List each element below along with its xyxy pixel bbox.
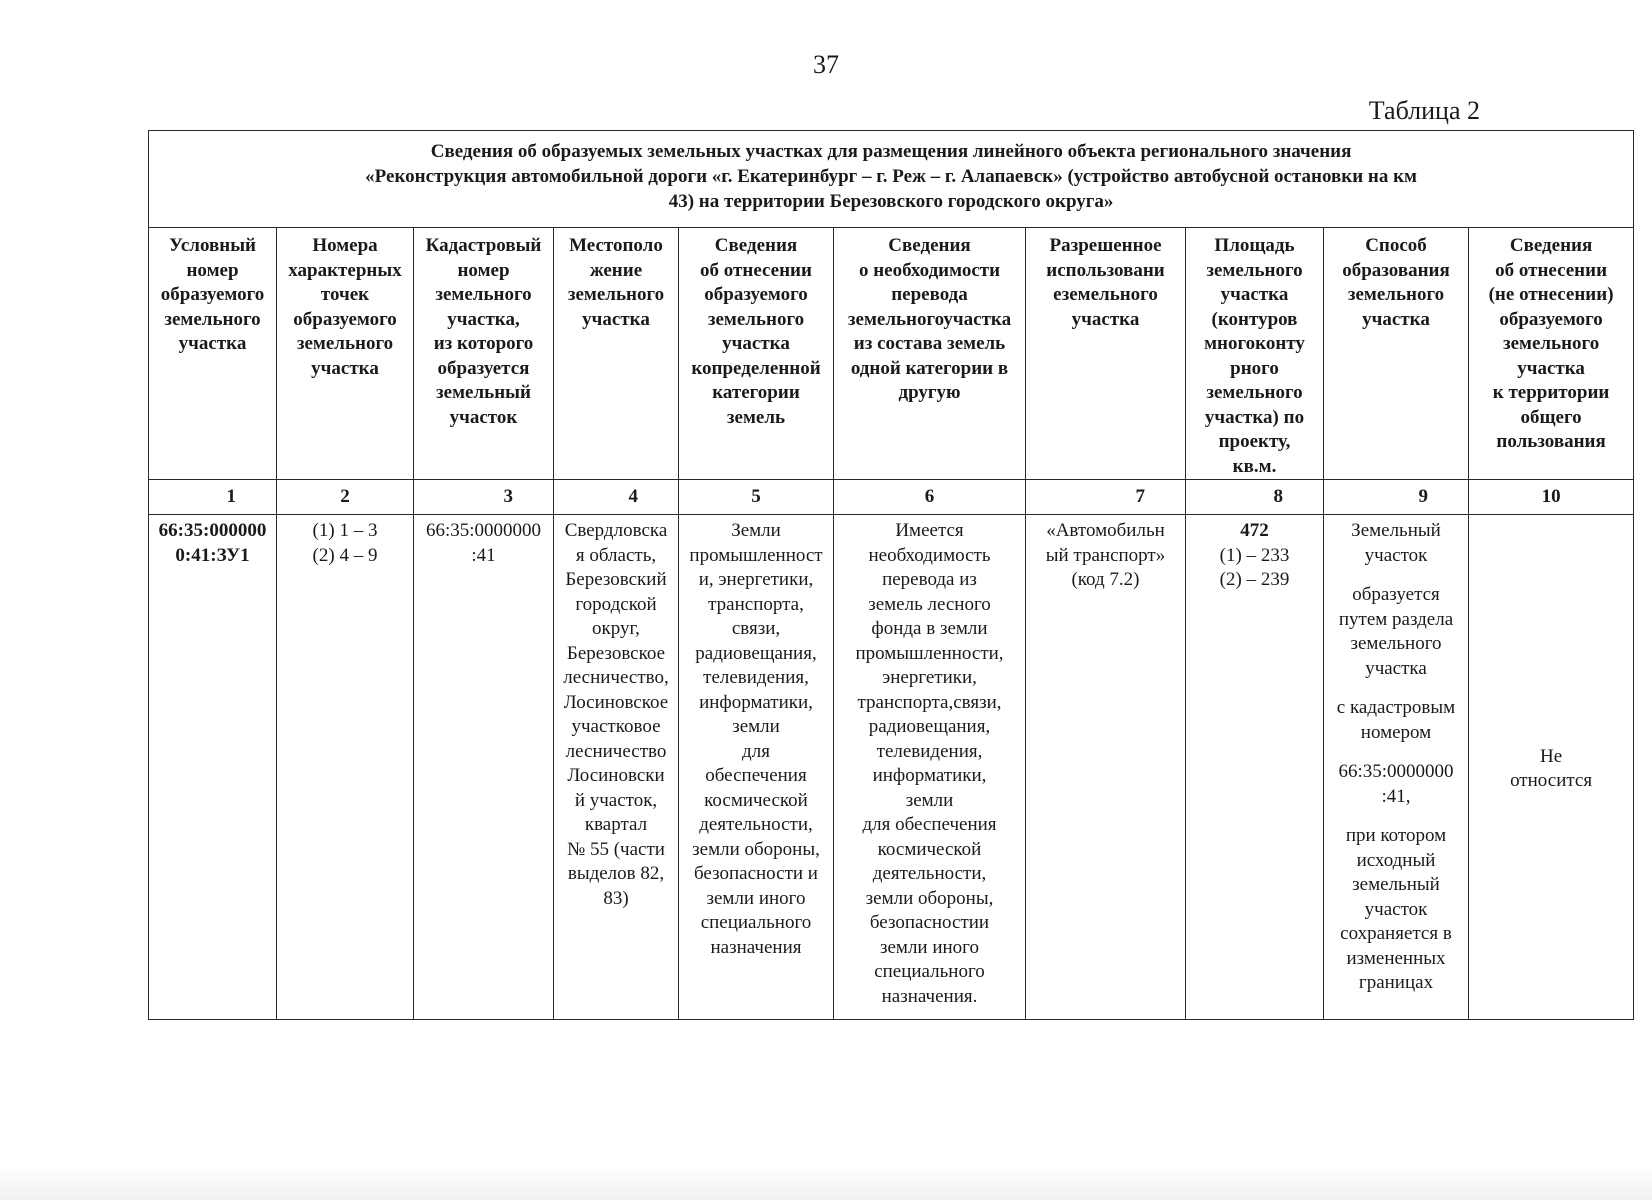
cell-line: 66:35:0000000 — [1338, 761, 1454, 782]
cell-line: образуемого — [1499, 308, 1603, 330]
cell-line: космической — [704, 789, 808, 811]
cell-line: 83) — [603, 887, 629, 909]
cell-line: я область, — [575, 544, 657, 566]
public-use-cell — [1469, 515, 1634, 1020]
cell-line: лесничество, — [563, 667, 669, 688]
column-number: 3 — [414, 480, 554, 515]
cell-line: участка, — [447, 308, 520, 330]
cell-line: специального — [874, 961, 985, 982]
cell-line: телевидения, — [876, 740, 983, 762]
cell-line: с кадастровым — [1336, 697, 1456, 718]
cell-line: Сведения — [714, 235, 798, 256]
cell-line: образуется — [437, 357, 530, 379]
cell-line: земельного — [567, 284, 665, 305]
cell-line: Имеется — [895, 520, 964, 541]
cell-line: земли иного — [879, 936, 980, 958]
cell-line: земельный — [436, 382, 531, 403]
cell-line: радиовещания, — [695, 642, 817, 664]
column-number: 10 — [1469, 480, 1634, 515]
cell-line: назначения — [710, 936, 802, 958]
cell-line: исходный — [1356, 849, 1436, 871]
cell-line: земель — [726, 406, 786, 428]
cell-line: транспорта,связи, — [857, 691, 1002, 713]
cell-line: общего — [1520, 406, 1582, 428]
cell-line: участка — [582, 308, 650, 330]
cell-line: номер — [186, 259, 239, 281]
cell-line: сохраняется в — [1340, 923, 1452, 944]
cell-line: Свердловска — [564, 520, 668, 541]
cell-line: Не — [1539, 745, 1563, 767]
table-label: Таблица 2 — [1368, 96, 1480, 125]
table-row — [149, 515, 1634, 1020]
paragraph-gap — [1325, 809, 1467, 824]
cell-line: о необходимости — [858, 259, 1001, 281]
header-cell — [1469, 228, 1634, 480]
cell-line: городской — [575, 593, 657, 615]
title-line: 43) на территории Березовского городского округа» — [668, 191, 1114, 212]
cell-line: :41 — [471, 544, 496, 566]
cell-line: космической — [877, 838, 982, 860]
cell-line: лесничество — [565, 740, 667, 762]
cell-line: транспорта, — [708, 593, 804, 615]
cell-line: образуемого — [704, 284, 808, 305]
cell-line: земельного — [164, 308, 261, 330]
cell-line: Березовское — [566, 642, 666, 664]
cell-line: земли обороны, — [865, 887, 994, 909]
cell-line: одной категории в — [850, 357, 1009, 379]
area-total: 472 — [1240, 520, 1269, 541]
cell-line: Сведения — [1509, 235, 1593, 256]
cell-line: точек — [320, 284, 370, 305]
location-cell — [554, 515, 679, 1020]
area-contour: (2) – 239 — [1219, 569, 1290, 590]
cell-line: категории — [712, 382, 800, 403]
cell-line: измененных — [1346, 947, 1446, 969]
cell-line: (контуров — [1211, 308, 1298, 330]
formation-method-cell — [1324, 515, 1469, 1020]
cell-line: необходимость — [868, 544, 991, 566]
cell-line: участка — [1362, 308, 1430, 330]
land-plots-table — [148, 130, 1634, 1020]
cell-line: Земельный — [1351, 520, 1441, 541]
header-cell — [834, 228, 1026, 480]
cell-line: Кадастровый — [425, 235, 542, 256]
paragraph-gap — [1325, 745, 1467, 760]
cell-line: границах — [1358, 972, 1434, 993]
cell-line: участок — [1364, 898, 1428, 920]
cell-line: путем раздела — [1338, 608, 1454, 630]
cell-line: Площадь — [1214, 235, 1295, 256]
cell-line: безопасностии — [869, 912, 990, 933]
cell-line: участковое — [571, 716, 661, 737]
cell-line: Сведения — [888, 235, 971, 256]
cell-line: еземельного — [1053, 284, 1158, 305]
cell-line: земельногоучастка — [847, 308, 1012, 330]
cell-line: земельный — [1352, 874, 1440, 895]
title-line: Сведения об образуемых земельных участках для размещения линейного объекта регионального значения — [430, 141, 1352, 162]
header-cell — [414, 228, 554, 480]
cell-line: земли обороны, — [692, 838, 820, 860]
cell-line: информатики, — [872, 765, 987, 786]
points-cell — [277, 515, 414, 1020]
cell-line: земли иного — [706, 887, 806, 909]
area-cell — [1186, 515, 1324, 1020]
land-category-cell — [679, 515, 834, 1020]
table-title — [149, 131, 1634, 228]
cell-line: образуемого — [160, 284, 265, 305]
cell-line: деятельности, — [872, 863, 987, 884]
area-contour: (1) – 233 — [1219, 544, 1290, 566]
cell-line: к территории — [1492, 382, 1610, 403]
cell-line: проекту, — [1218, 431, 1291, 452]
cell-line: земельного — [1502, 333, 1600, 354]
cell-line: Лосиновски — [567, 765, 665, 786]
cell-line: земельного — [435, 284, 532, 305]
cell-line: земли — [905, 789, 954, 811]
cell-line: Лосиновское — [563, 691, 669, 713]
cell-line: промышленност — [689, 544, 823, 566]
cell-line: многоконту — [1204, 333, 1305, 354]
cell-line: рного — [1230, 357, 1279, 379]
cell-line: выделов 82, — [567, 863, 665, 884]
cell-line: участка — [1220, 284, 1289, 305]
cell-line: Березовский — [565, 569, 667, 590]
cell-line: перевода из — [882, 569, 977, 590]
cell-line: участок — [1364, 544, 1428, 566]
cadastral-number-cell — [414, 515, 554, 1020]
cell-line: Земли — [731, 520, 781, 541]
cell-line: участка — [1071, 308, 1140, 330]
cell-line: 66:35:0000000 — [425, 520, 542, 541]
cell-line: земельного — [1206, 259, 1303, 281]
cell-line: кв.м. — [1232, 455, 1277, 477]
cell-line: земельного — [1206, 382, 1303, 403]
cell-line: телевидения, — [703, 667, 809, 688]
cell-line: жение — [589, 259, 643, 281]
cell-line: Номера — [312, 235, 378, 256]
cell-line: перевода — [891, 284, 968, 305]
cell-line: из которого — [433, 333, 534, 354]
cell-line: участка — [722, 333, 790, 354]
cell-line: номером — [1360, 721, 1432, 743]
cell-line: ый транспорт» — [1045, 544, 1166, 566]
header-cell — [277, 228, 414, 480]
header-cell — [149, 228, 277, 480]
header-row — [149, 228, 1634, 480]
cell-line: энергетики, — [882, 667, 977, 688]
cell-line: участок — [449, 406, 518, 428]
cell-line: для — [742, 740, 770, 762]
column-number: 8 — [1186, 480, 1324, 515]
cell-line: фонда в земли — [871, 618, 988, 639]
cell-line: округ, — [592, 618, 640, 639]
cell-line: № 55 (части — [567, 838, 665, 860]
cell-line: специального — [700, 912, 812, 933]
cell-line: промышленности, — [855, 642, 1004, 664]
column-number: 9 — [1324, 480, 1469, 515]
cell-line: информатики, — [699, 691, 813, 713]
cell-line: безопасности и — [694, 863, 818, 884]
cell-line: об отнесении — [700, 259, 812, 281]
permitted-use-cell — [1026, 515, 1186, 1020]
cell-line: образуемого — [293, 308, 397, 330]
cell-line: деятельности, — [699, 814, 813, 835]
cell-line: участка — [311, 357, 379, 379]
column-number: 5 — [679, 480, 834, 515]
cell-line: земли — [732, 716, 780, 737]
cell-line: Разрешенное — [1049, 235, 1162, 256]
column-number: 7 — [1026, 480, 1186, 515]
header-cell — [1186, 228, 1324, 480]
cell-line: характерных — [288, 259, 402, 281]
cell-line: участка — [178, 333, 247, 354]
cell-line: обеспечения — [705, 765, 807, 786]
cell-line: 0:41:ЗУ1 — [175, 544, 250, 566]
cell-line: копределенной — [691, 357, 821, 379]
cell-line: :41, — [1381, 785, 1411, 807]
plot-id-cell — [149, 515, 277, 1020]
cell-line: пользования — [1496, 431, 1606, 452]
paragraph-gap — [1325, 681, 1467, 696]
cell-line: об отнесении — [1495, 259, 1608, 281]
cell-line: (1) 1 – 3 — [312, 520, 378, 541]
cell-line: земель лесного — [868, 593, 991, 615]
column-number: 4 — [554, 480, 679, 515]
cell-line: использовани — [1046, 259, 1165, 281]
cell-line: связи, — [731, 618, 781, 639]
cell-line: (не отнесении) — [1488, 284, 1614, 305]
cell-line: образования — [1342, 259, 1450, 281]
cell-line: для обеспечения — [862, 814, 997, 835]
cell-line: Способ — [1365, 235, 1427, 256]
cell-line: земельного — [296, 333, 394, 354]
cell-line: земельного — [707, 308, 805, 330]
scan-edge-shadow — [0, 1165, 1652, 1200]
cell-line: квартал — [584, 814, 648, 835]
header-cell — [1324, 228, 1469, 480]
title-line: «Реконструкция автомобильной дороги «г. Екатеринбург – г. Реж – г. Алапаевск» (устройство автобусной остановки на км — [365, 166, 1417, 187]
cell-line: (код 7.2) — [1071, 569, 1140, 590]
column-number: 1 — [149, 480, 277, 515]
cell-line: относится — [1510, 770, 1593, 791]
cell-line: 66:35:000000 — [158, 520, 267, 541]
header-cell — [679, 228, 834, 480]
header-cell — [554, 228, 679, 480]
page-number: 37 — [813, 50, 839, 79]
cell-line: при котором — [1345, 825, 1447, 846]
paragraph-gap — [1325, 568, 1467, 583]
cell-line: и, энергетики, — [698, 569, 814, 590]
cell-line: из состава земель — [853, 333, 1006, 354]
cell-line: образуется — [1352, 584, 1440, 605]
cell-line: другую — [898, 382, 961, 403]
column-number: 6 — [834, 480, 1026, 515]
cell-line: Условный — [168, 235, 256, 256]
cell-line: назначения. — [881, 985, 978, 1007]
transfer-info-cell — [834, 515, 1026, 1020]
cell-line: участка — [1517, 357, 1585, 379]
cell-line: номер — [457, 259, 510, 281]
cell-line: радиовещания, — [868, 716, 991, 737]
cell-line: «Автомобильн — [1046, 520, 1165, 541]
cell-line: земельного — [1350, 633, 1442, 654]
cell-line: участка) по — [1204, 406, 1305, 428]
column-number: 2 — [277, 480, 414, 515]
cell-line: участка — [1365, 657, 1427, 679]
header-cell — [1026, 228, 1186, 480]
cell-line: земельного — [1347, 284, 1445, 305]
column-number-row — [149, 480, 1634, 515]
cell-line: й участок, — [574, 789, 658, 811]
cell-line: (2) 4 – 9 — [312, 544, 378, 566]
cell-line: Местополо — [569, 235, 663, 256]
